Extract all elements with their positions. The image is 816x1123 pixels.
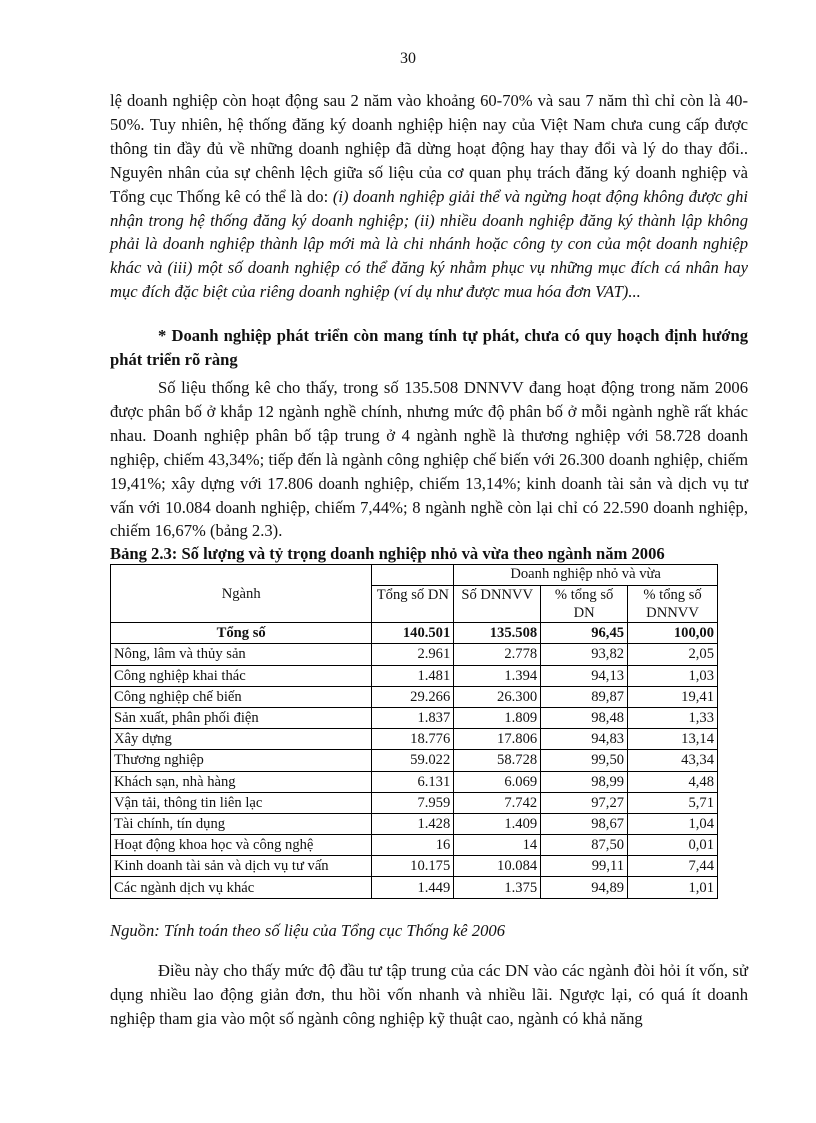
cell-pct-dnnvv: 1,01 — [628, 877, 718, 898]
cell-so-dnnvv: 14 — [454, 835, 541, 856]
cell-total-dn: 1.449 — [372, 877, 454, 898]
cell-pct-dnnvv: 4,48 — [628, 771, 718, 792]
cell-pct-dnnvv: 0,01 — [628, 835, 718, 856]
paragraph-statistics: Số liệu thống kê cho thấy, trong số 135.508 DNNVV đang hoạt động trong năm 2006 được phân bố ở khắp 12 ngành nghề chính, nhưng mức độ phân bố ở mỗi ngành nghề rất khác nhau. Doanh nghiệp phân bố tập trung ở 4 ngành nghề là thương nghiệp với 58.728 doanh nghiệp, chiếm 43,34%; tiếp đến là ngành công nghiệp chế biến với 26.300 doanh nghiệp, chiếm 19,41%; xây dựng với 17.806 doanh nghiệp, chiếm 13,14%; kinh doanh tài sản và dịch vụ tư vấn với 10.084 doanh nghiệp, chiếm 7,44%; 8 ngành nghề còn lại chỉ có 22.590 doanh nghiệp, chiếm 16,67% (bảng 2.3). — [110, 378, 748, 541]
table-row — [111, 729, 718, 750]
paragraph-intro-italic: (i) doanh nghiệp giải thể và ngừng hoạt động không được ghi nhận trong hệ thống đăng ký doanh nghiệp; (ii) nhiều doanh nghiệp đăng ký thành lập không phải là doanh nghiệp thành lập mới mà là chi nhánh hoặc công ty con của một doanh nghiệp khác và (iii) một số doanh nghiệp có thể đăng ký nhằm phục vụ những mục đích cá nhân hay mục đích đặc biệt của riêng doanh nghiệp (ví dụ như được mua hóa đơn VAT)... — [110, 186, 748, 302]
cell-so-dnnvv: 135.508 — [454, 623, 541, 644]
cell-sector: Các ngành dịch vụ khác — [111, 877, 372, 898]
cell-sector: Vận tải, thông tin liên lạc — [111, 792, 372, 813]
cell-pct-dnnvv: 43,34 — [628, 750, 718, 771]
cell-pct-dn: 94,13 — [541, 665, 628, 686]
header-sme-group: Doanh nghiệp nhỏ và vừa — [454, 565, 718, 586]
cell-pct-dnnvv: 19,41 — [628, 686, 718, 707]
table-row-total — [111, 623, 718, 644]
cell-total-dn: 140.501 — [372, 623, 454, 644]
cell-so-dnnvv: 17.806 — [454, 729, 541, 750]
cell-total-dn: 1.481 — [372, 665, 454, 686]
cell-pct-dn: 93,82 — [541, 644, 628, 665]
cell-pct-dn: 99,11 — [541, 856, 628, 877]
cell-pct-dn: 99,50 — [541, 750, 628, 771]
cell-so-dnnvv: 26.300 — [454, 686, 541, 707]
cell-pct-dnnvv: 2,05 — [628, 644, 718, 665]
cell-pct-dn: 98,48 — [541, 707, 628, 728]
table-row — [111, 771, 718, 792]
cell-total-dn: 10.175 — [372, 856, 454, 877]
cell-sector: Công nghiệp chế biến — [111, 686, 372, 707]
table-row — [111, 792, 718, 813]
cell-total-dn: 1.837 — [372, 707, 454, 728]
cell-pct-dn: 94,83 — [541, 729, 628, 750]
page-number: 30 — [400, 50, 416, 67]
cell-sector: Khách sạn, nhà hàng — [111, 771, 372, 792]
cell-sector: Nông, lâm và thủy sản — [111, 644, 372, 665]
cell-total-dn: 1.428 — [372, 813, 454, 834]
header-pct-dn: % tổng số DN — [541, 586, 628, 623]
table-row — [111, 877, 718, 898]
cell-total-dn: 18.776 — [372, 729, 454, 750]
table-row — [111, 750, 718, 771]
paragraph-conclusion: Điều này cho thấy mức độ đầu tư tập trung của các DN vào các ngành đòi hỏi ít vốn, sử dụng nhiều lao động giản đơn, thu hồi vốn nhanh và nhiều lãi. Ngược lại, có quá ít doanh nghiệp tham gia vào một số ngành công nghiệp kỹ thuật cao, ngành có khả năng — [110, 961, 748, 1028]
header-sector: Ngành — [111, 565, 372, 623]
cell-pct-dn: 96,45 — [541, 623, 628, 644]
sme-by-sector-table — [110, 564, 718, 899]
cell-pct-dnnvv: 1,33 — [628, 707, 718, 728]
cell-sector: Công nghiệp khai thác — [111, 665, 372, 686]
cell-sector: Tổng số — [111, 623, 372, 644]
cell-so-dnnvv: 1.375 — [454, 877, 541, 898]
cell-sector: Thương nghiệp — [111, 750, 372, 771]
cell-so-dnnvv: 1.409 — [454, 813, 541, 834]
cell-so-dnnvv: 6.069 — [454, 771, 541, 792]
cell-sector: Kinh doanh tài sản và dịch vụ tư vấn — [111, 856, 372, 877]
paragraph-intro-regular: lệ doanh nghiệp còn hoạt động sau 2 năm vào khoảng 60-70% và sau 7 năm thì chỉ còn là 40-50%. Tuy nhiên, hệ thống đăng ký doanh nghiệp hiện nay của Việt Nam chưa cung cấp được thông tin đầy đủ về những doanh nghiệp đã dừng hoạt động hay thay đổi và lý do thay đổi.. Nguyên nhân của sự chênh lệch giữa số liệu của cơ quan phụ trách đăng ký doanh nghiệp và Tổng cục Thống kê có thể là do: — [110, 91, 748, 206]
cell-sector: Xây dựng — [111, 729, 372, 750]
table-row — [111, 856, 718, 877]
header-so-dnnvv: Số DNNVV — [454, 586, 541, 623]
paragraph-intro — [110, 89, 748, 304]
section-heading: * Doanh nghiệp phát triển còn mang tính tự phát, chưa có quy hoạch định hướng phát triển rõ ràng — [110, 326, 748, 369]
cell-pct-dn: 94,89 — [541, 877, 628, 898]
cell-pct-dn: 98,67 — [541, 813, 628, 834]
cell-total-dn: 6.131 — [372, 771, 454, 792]
table-row — [111, 665, 718, 686]
cell-total-dn: 16 — [372, 835, 454, 856]
table-row — [111, 686, 718, 707]
cell-so-dnnvv: 58.728 — [454, 750, 541, 771]
cell-so-dnnvv: 7.742 — [454, 792, 541, 813]
cell-pct-dn: 98,99 — [541, 771, 628, 792]
table-row — [111, 707, 718, 728]
cell-pct-dn: 89,87 — [541, 686, 628, 707]
cell-pct-dnnvv: 1,03 — [628, 665, 718, 686]
cell-pct-dnnvv: 5,71 — [628, 792, 718, 813]
cell-total-dn: 59.022 — [372, 750, 454, 771]
table-caption: Bảng 2.3: Số lượng và tỷ trọng doanh nghiệp nhỏ và vừa theo ngành năm 2006 — [110, 544, 665, 563]
cell-total-dn: 29.266 — [372, 686, 454, 707]
cell-so-dnnvv: 1.394 — [454, 665, 541, 686]
cell-so-dnnvv: 1.809 — [454, 707, 541, 728]
table-row — [111, 644, 718, 665]
cell-pct-dnnvv: 1,04 — [628, 813, 718, 834]
table-row — [111, 813, 718, 834]
header-pct-dnnvv: % tổng số DNNVV — [628, 586, 718, 623]
table-source-note: Nguồn: Tính toán theo số liệu của Tổng cục Thống kê 2006 — [110, 921, 505, 940]
cell-pct-dn: 97,27 — [541, 792, 628, 813]
cell-pct-dnnvv: 13,14 — [628, 729, 718, 750]
table-row — [111, 835, 718, 856]
cell-pct-dn: 87,50 — [541, 835, 628, 856]
cell-sector: Hoạt động khoa học và công nghệ — [111, 835, 372, 856]
cell-sector: Tài chính, tín dụng — [111, 813, 372, 834]
cell-so-dnnvv: 10.084 — [454, 856, 541, 877]
cell-pct-dnnvv: 100,00 — [628, 623, 718, 644]
cell-so-dnnvv: 2.778 — [454, 644, 541, 665]
cell-sector: Sản xuất, phân phối điện — [111, 707, 372, 728]
cell-total-dn: 7.959 — [372, 792, 454, 813]
header-total-dn: Tổng số DN — [372, 586, 454, 623]
cell-total-dn: 2.961 — [372, 644, 454, 665]
cell-pct-dnnvv: 7,44 — [628, 856, 718, 877]
